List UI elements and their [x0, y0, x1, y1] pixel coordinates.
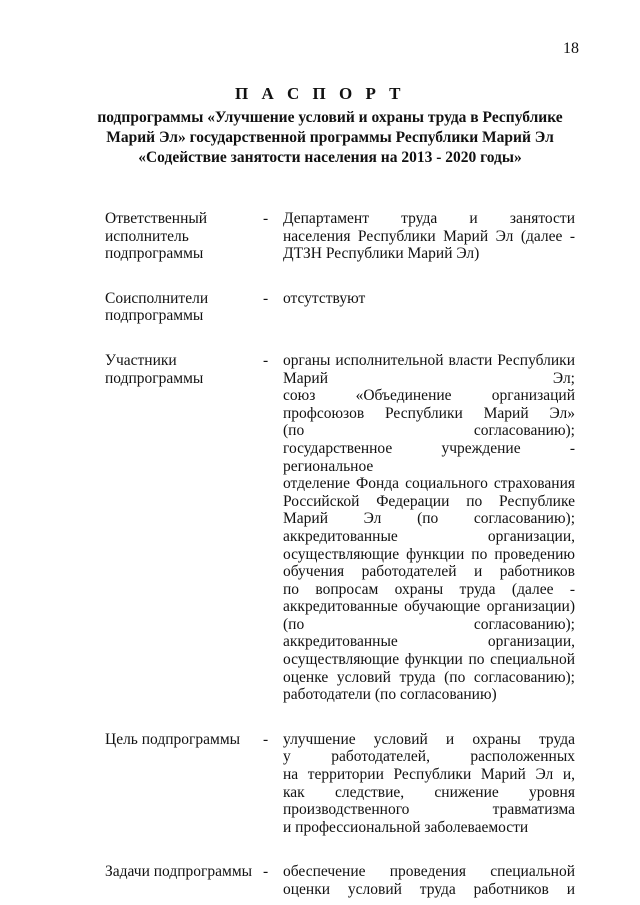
row-value-line: обучения работодателей и работников — [283, 563, 575, 581]
row-label-line: Ответственный — [105, 210, 208, 227]
row-label-line: Цель подпрограммы — [105, 730, 241, 748]
row-value-line: профсоюзов Республики Марий Эл» — [283, 404, 575, 422]
row-label — [105, 210, 263, 263]
passport-row — [105, 290, 575, 325]
subtitle — [60, 108, 600, 168]
row-value-line: Марий Эл; — [283, 369, 575, 387]
row-value-line: (по согласованию); — [283, 422, 575, 440]
row-value-line: аккредитованные организации, — [283, 633, 575, 651]
row-label-line: исполнитель — [105, 227, 189, 245]
row-label-line: подпрограммы — [105, 307, 204, 325]
row-value-line: оценке условий труда (по согласованию); — [283, 668, 575, 686]
page-number: 18 — [563, 40, 579, 57]
subtitle-line: «Содействие занятости населения на 2013 - 2020 годы» — [138, 149, 522, 166]
row-value — [283, 731, 575, 837]
row-value-line: Марий Эл (по согласованию); — [283, 510, 575, 528]
row-label-line: Участники — [105, 351, 177, 369]
row-dash: - — [263, 210, 269, 227]
row-label-line: Задачи подпрограммы — [105, 863, 253, 881]
row-value-line: у работодателей, расположенных — [283, 748, 575, 766]
row-value-line: осуществляющие функции по проведению — [283, 545, 575, 563]
row-label-line: подпрограммы — [105, 245, 204, 263]
row-value-line: (по согласованию); — [283, 615, 575, 633]
row-value — [283, 352, 575, 704]
passport-row — [105, 731, 575, 837]
row-dash: - — [263, 730, 269, 748]
row-value-line: отсутствуют — [283, 289, 366, 307]
row-value-line: аккредитованные обучающие организации) — [283, 598, 575, 616]
passport-row — [105, 352, 575, 704]
row-label — [105, 352, 263, 704]
passport-table — [105, 210, 575, 899]
row-dash: - — [263, 351, 269, 369]
row-label — [105, 290, 263, 325]
row-label — [105, 863, 263, 898]
row-value-line: осуществляющие функции по специальной — [283, 651, 575, 669]
row-value — [283, 210, 575, 263]
subtitle-line: Марий Эл» государственной программы Республики Марий Эл — [106, 129, 554, 146]
row-value-line: улучшение условий и охраны труда — [283, 730, 575, 748]
row-value-line: как следствие, снижение уровня — [283, 783, 575, 801]
row-value-line: населения Республики Марий Эл (далее - — [283, 227, 575, 245]
row-value-line: работодатели (по согласованию) — [283, 686, 497, 704]
row-label-line: Соисполнители — [105, 289, 209, 307]
row-value-line: и профессиональной заболеваемости — [283, 818, 529, 836]
row-value-line: ДТЗН Республики Марий Эл) — [283, 245, 480, 263]
row-value-line: оценки условий труда работников и — [283, 881, 575, 898]
row-value-line: государственное учреждение - региональное — [283, 439, 575, 475]
row-value-line: органы исполнительной власти Республики — [283, 351, 575, 369]
row-value-line: Российской Федерации по Республике — [283, 492, 575, 510]
row-value-line: по вопросам охраны труда (далее - — [283, 580, 575, 598]
row-dash: - — [263, 289, 269, 307]
row-value-line: отделение Фонда социального страхования — [283, 475, 575, 493]
row-dash: - — [263, 863, 269, 881]
row-value-line: производственного травматизма — [283, 801, 575, 819]
row-label — [105, 731, 263, 837]
row-value — [283, 863, 575, 898]
row-label-line: подпрограммы — [105, 369, 204, 387]
row-value-line: союз «Объединение организаций — [283, 387, 575, 405]
row-value-line: на территории Республики Марий Эл и, — [283, 766, 575, 784]
row-value-line: Департамент труда и занятости — [283, 210, 575, 227]
passport-row — [105, 210, 575, 263]
subtitle-line: подпрограммы «Улучшение условий и охраны труда в Республике — [97, 109, 563, 126]
row-value — [283, 290, 575, 325]
row-value-line: аккредитованные организации, — [283, 527, 575, 545]
passport-row — [105, 863, 575, 898]
page-title: П А С П О Р Т — [235, 84, 405, 103]
row-value-line: обеспечение проведения специальной — [283, 863, 575, 881]
